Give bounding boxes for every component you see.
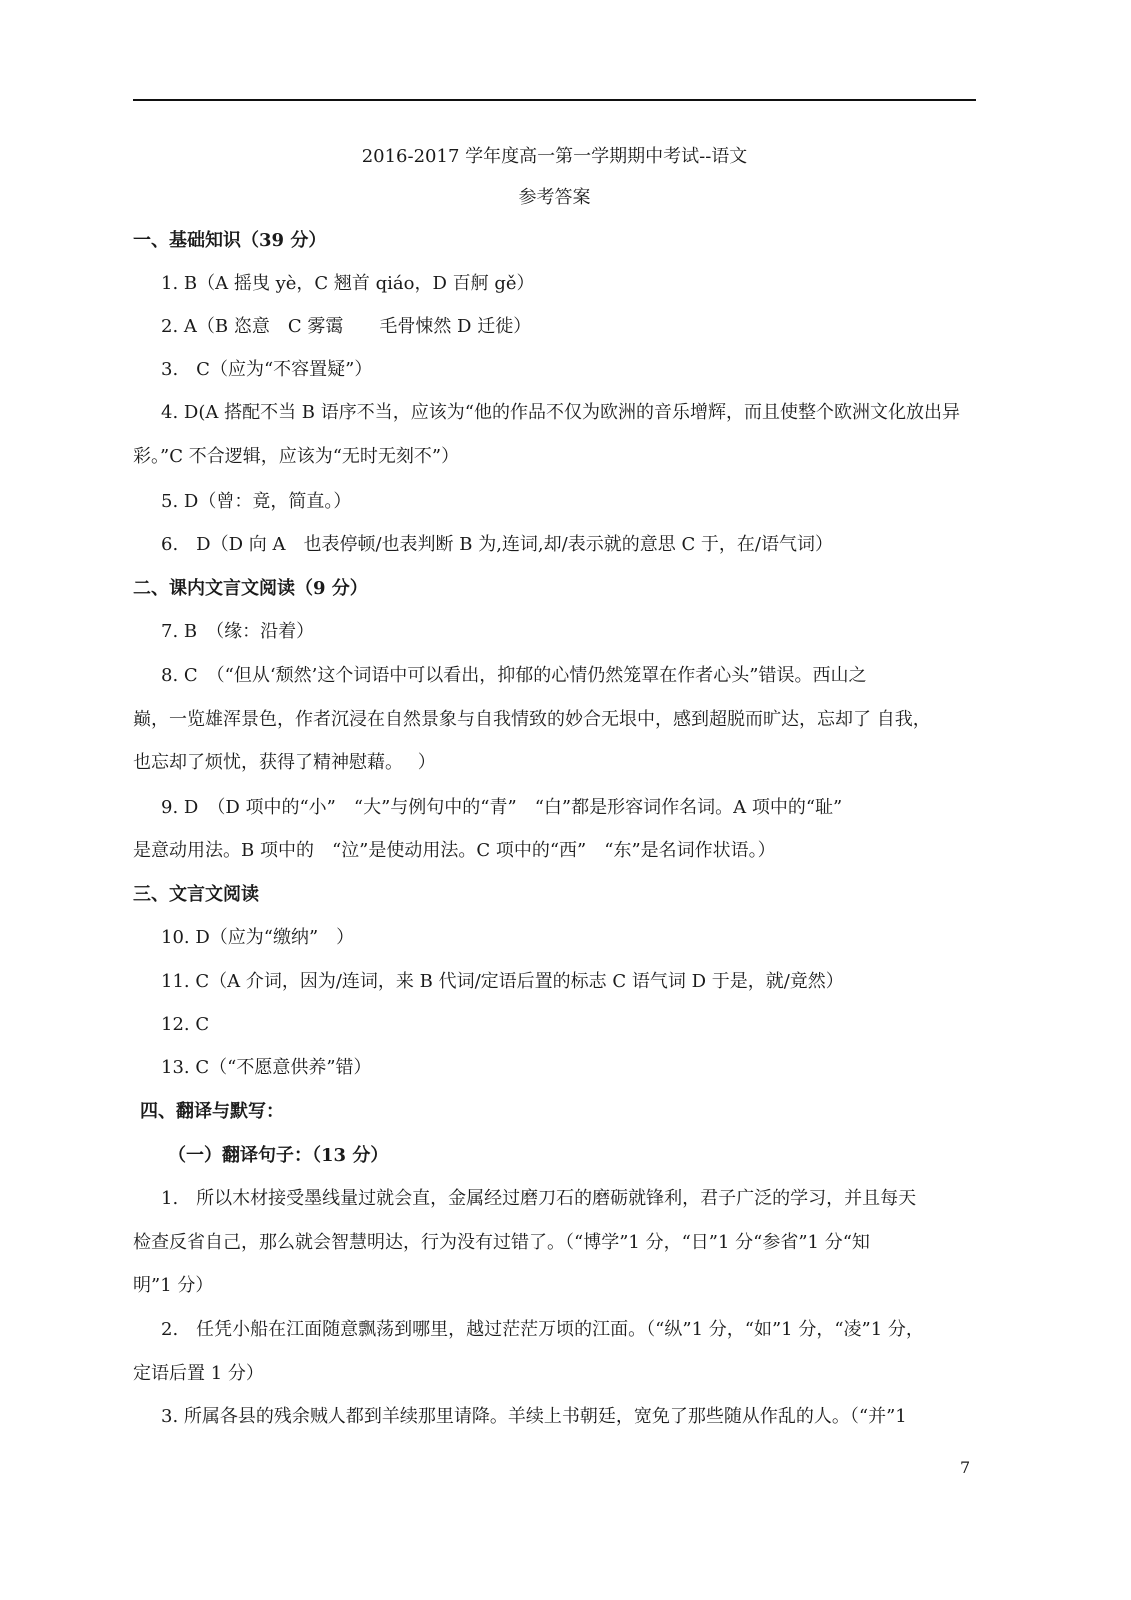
answer-item: 2. A（B 恣意 C 雾霭 毛骨悚然 D 迁徙） bbox=[161, 316, 532, 337]
answer-item: 巅，一览雄浑景色，作者沉浸在自然景象与自我情致的妙合无垠中，感到超脱而旷达，忘却了 自我， bbox=[133, 709, 931, 730]
answer-item: 11. C（A 介词，因为/连词，来 B 代词/定语后置的标志 C 语气词 D 于是，就/竟然） bbox=[161, 971, 844, 992]
answer-item: 1. B（A 摇曳 yè，C 翘首 qiáo，D 百舸 gě） bbox=[161, 273, 535, 294]
answer-item: 也忘却了烦忧，获得了精神慰藉。 ） bbox=[133, 752, 436, 773]
answer-item: 3. C（应为“不容置疑”） bbox=[161, 359, 373, 380]
section-heading-4: 四、翻译与默写： bbox=[140, 1101, 284, 1122]
answer-item: 1. 所以木材接受墨线量过就会直，金属经过磨刀石的磨砺就锋利，君子广泛的学习，并且每天 bbox=[161, 1188, 917, 1209]
answer-item: 4. D(A 搭配不当 B 语序不当，应该为“他的作品不仅为欧洲的音乐增辉，而且使整个欧洲文化放出异 bbox=[161, 402, 960, 423]
answer-item: 12. C bbox=[161, 1014, 210, 1035]
document-title: 2016-2017 学年度高一第一学期期中考试--语文 bbox=[361, 146, 748, 167]
answer-item: 定语后置 1 分） bbox=[133, 1363, 264, 1384]
answer-item: 10. D（应为“缴纳” ） bbox=[161, 927, 355, 948]
section-heading-2: 二、课内文言文阅读（9 分） bbox=[133, 578, 368, 599]
section-heading-1: 一、基础知识（39 分） bbox=[133, 230, 327, 251]
document-subtitle: 参考答案 bbox=[518, 187, 591, 208]
answer-item: 彩。”C 不合逻辑，应该为“无时无刻不”） bbox=[133, 446, 460, 467]
page-number: 7 bbox=[960, 1458, 971, 1477]
answer-item: 是意动用法。B 项中的 “泣”是使动用法。C 项中的“西” “东”是名词作状语。） bbox=[133, 840, 776, 861]
answer-item: 2. 任凭小船在江面随意飘荡到哪里，越过茫茫万顷的江面。（“纵”1 分，“如”1 分，“凌”1 分， bbox=[161, 1319, 924, 1340]
answer-item: 明”1 分） bbox=[133, 1275, 214, 1296]
answer-item: 3. 所属各县的残余贼人都到羊续那里请降。羊续上书朝廷，宽免了那些随从作乱的人。（“并”1 bbox=[161, 1406, 907, 1427]
section-subheading: （一）翻译句子：（13 分） bbox=[168, 1145, 389, 1166]
header-rule bbox=[133, 99, 976, 101]
answer-item: 6. D（D 向 A 也表停顿/也表判断 B 为,连词,却/表示就的意思 C 于，在/语气词） bbox=[161, 534, 833, 555]
answer-item: 检查反省自己，那么就会智慧明达，行为没有过错了。（“博学”1 分，“日”1 分“参省”1 分“知 bbox=[133, 1232, 870, 1253]
section-heading-3: 三、文言文阅读 bbox=[133, 884, 259, 905]
answer-item: 5. D（曾：竟，简直。） bbox=[161, 491, 352, 512]
answer-item: 7. B （缘：沿着） bbox=[161, 621, 315, 642]
answer-item: 13. C（“不愿意供养”错） bbox=[161, 1057, 372, 1078]
answer-item: 9. D （D 项中的“小” “大”与例句中的“青” “白”都是形容词作名词。A 项中的“耻” bbox=[161, 797, 843, 818]
answer-item: 8. C （“但从‘颓然’这个词语中可以看出，抑郁的心情仍然笼罩在作者心头”错误。西山之 bbox=[161, 665, 867, 686]
